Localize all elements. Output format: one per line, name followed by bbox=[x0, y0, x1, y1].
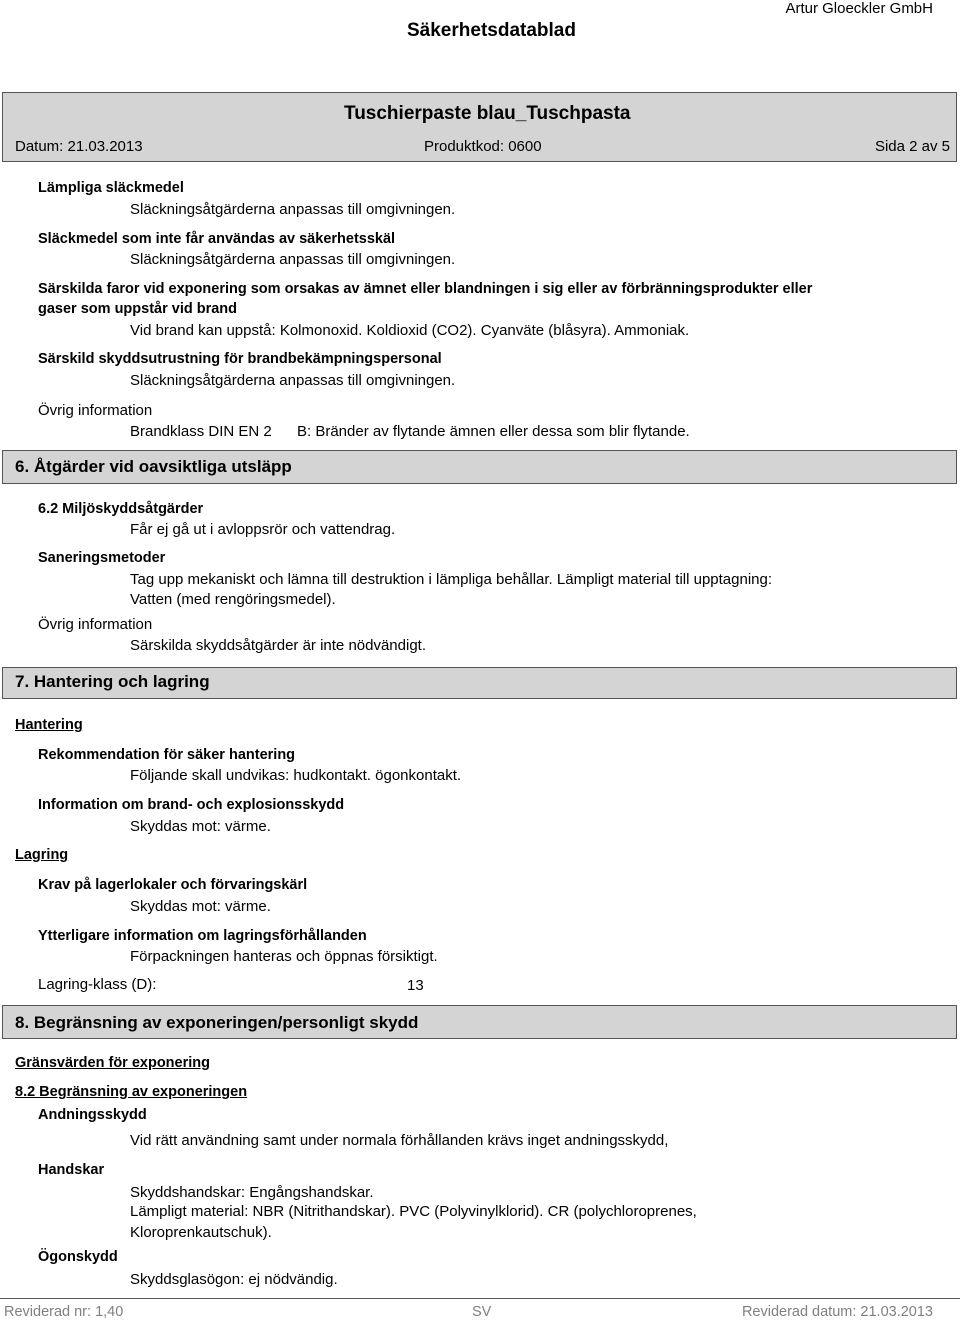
section-6-title: 6. Åtgärder vid oavsiktliga utsläpp bbox=[15, 457, 292, 476]
fire-protection-text: Skyddas mot: värme. bbox=[130, 818, 271, 835]
respiratory-protection-heading: Andningsskydd bbox=[38, 1107, 147, 1123]
storage-requirements-heading: Krav på lagerlokaler och förvaringskärl bbox=[38, 877, 308, 893]
cleanup-methods-text-cont: Vatten (med rengöringsmedel). bbox=[130, 591, 336, 608]
page-number: Sida 2 av 5 bbox=[874, 138, 950, 155]
special-hazards-heading-cont: gaser som uppstår vid brand bbox=[38, 301, 238, 317]
footer-revision: Reviderad nr: 1,40 bbox=[4, 1304, 124, 1320]
storage-requirements-text: Skyddas mot: värme. bbox=[130, 898, 271, 915]
unsuitable-extinguishing-heading: Släckmedel som inte får användas av säkerhetsskäl bbox=[38, 231, 396, 247]
safe-handling-text: Följande skall undvikas: hudkontakt. ögonkontakt. bbox=[130, 767, 462, 784]
handling-subheading: Hantering bbox=[15, 717, 83, 733]
hand-protection-material: Lämpligt material: NBR (Nitrithandskar). PVC (Polyvinylklorid). CR (polychloroprenes, bbox=[130, 1203, 697, 1220]
unsuitable-extinguishing-text: Släckningsåtgärderna anpassas till omgivningen. bbox=[130, 251, 456, 268]
section-6-other-heading: Övrig information bbox=[38, 616, 153, 633]
other-information-heading: Övrig information bbox=[38, 402, 153, 419]
hand-protection-heading: Handskar bbox=[38, 1162, 105, 1178]
hand-protection-material-cont: Kloroprenkautschuk). bbox=[130, 1224, 272, 1241]
environmental-precautions-heading: 6.2 Miljöskyddsåtgärder bbox=[38, 501, 204, 517]
exposure-controls-subheading: 8.2 Begränsning av exponeringen bbox=[15, 1084, 248, 1100]
fire-class-label: Brandklass DIN EN 2 bbox=[130, 423, 272, 440]
respiratory-protection-text: Vid rätt användning samt under normala förhållanden krävs inget andningsskydd, bbox=[130, 1132, 669, 1149]
storage-info-heading: Ytterligare information om lagringsförhållanden bbox=[38, 928, 367, 944]
cleanup-methods-heading: Saneringsmetoder bbox=[38, 550, 166, 566]
storage-subheading: Lagring bbox=[15, 847, 69, 863]
storage-class-label: Lagring-klass (D): bbox=[38, 976, 157, 993]
section-6-other-text: Särskilda skyddsåtgärder är inte nödvändigt. bbox=[130, 637, 427, 654]
storage-class-value: 13 bbox=[407, 977, 424, 994]
product-name: Tuschierpaste blau_Tuschpasta bbox=[344, 103, 631, 124]
special-hazards-text: Vid brand kan uppstå: Kolmonoxid. Koldioxid (CO2). Cyanväte (blåsyra). Ammoniak. bbox=[130, 322, 690, 339]
safe-handling-heading: Rekommendation för säker hantering bbox=[38, 747, 296, 763]
hand-protection-text: Skyddshandskar: Engångshandskar. bbox=[130, 1184, 374, 1201]
suitable-extinguishing-text: Släckningsåtgärderna anpassas till omgivningen. bbox=[130, 201, 456, 218]
footer-rule bbox=[0, 1298, 960, 1299]
fire-protection-heading: Information om brand- och explosionsskydd bbox=[38, 797, 345, 813]
section-8-title: 8. Begränsning av exponeringen/personligt skydd bbox=[15, 1013, 419, 1032]
suitable-extinguishing-heading: Lämpliga släckmedel bbox=[38, 180, 184, 196]
protective-equipment-heading: Särskild skyddsutrustning för brandbekämpningspersonal bbox=[38, 351, 442, 367]
exposure-limits-subheading: Gränsvärden för exponering bbox=[15, 1055, 210, 1071]
product-code: Produktkod: 0600 bbox=[424, 138, 542, 155]
eye-protection-text: Skyddsglasögon: ej nödvändig. bbox=[130, 1271, 338, 1288]
footer-revision-date: Reviderad datum: 21.03.2013 bbox=[741, 1304, 933, 1320]
company-name: Artur Gloeckler GmbH bbox=[785, 0, 933, 17]
header-date: Datum: 21.03.2013 bbox=[15, 138, 143, 155]
storage-info-text: Förpackningen hanteras och öppnas försiktigt. bbox=[130, 948, 438, 965]
eye-protection-heading: Ögonskydd bbox=[38, 1249, 118, 1265]
cleanup-methods-text: Tag upp mekaniskt och lämna till destruktion i lämpliga behållar. Lämpligt material till upptagning: bbox=[130, 571, 773, 588]
environmental-precautions-text: Får ej gå ut i avloppsrör och vattendrag. bbox=[130, 521, 396, 538]
footer-language: SV bbox=[472, 1304, 492, 1320]
section-7-title: 7. Hantering och lagring bbox=[15, 672, 210, 691]
special-hazards-heading: Särskilda faror vid exponering som orsakas av ämnet eller blandningen i sig eller av förbränningsprodukter eller bbox=[38, 281, 813, 297]
fire-class-value: B: Bränder av flytande ämnen eller dessa som blir flytande. bbox=[297, 423, 690, 440]
protective-equipment-text: Släckningsåtgärderna anpassas till omgivningen. bbox=[130, 372, 456, 389]
document-title: Säkerhetsdatablad bbox=[407, 20, 576, 41]
